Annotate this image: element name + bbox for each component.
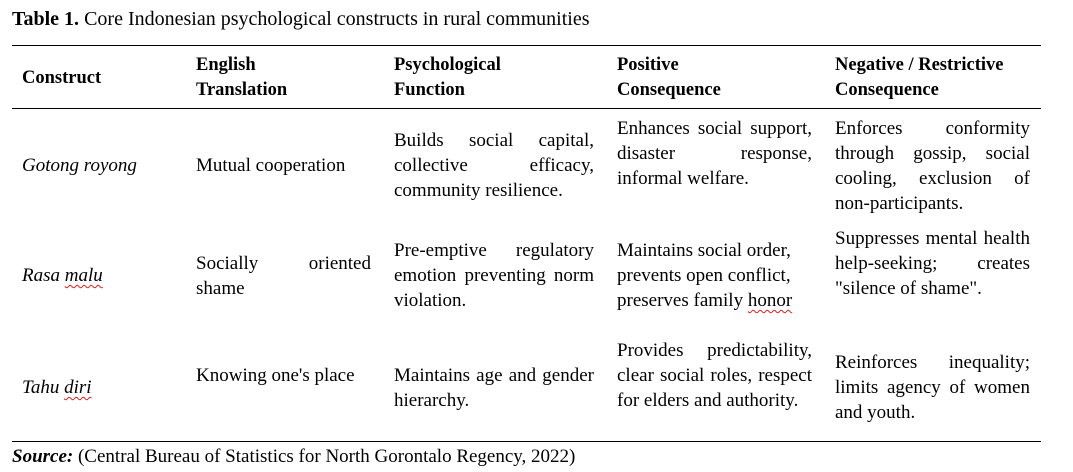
- row2-positive-honor: honor: [747, 290, 793, 311]
- header-function-line1: Psychological: [394, 55, 501, 75]
- header-english-line1: English: [196, 55, 256, 75]
- header-negative-consequence: [835, 53, 1030, 103]
- row2-construct-word1: Rasa: [22, 265, 65, 286]
- row3-english: Knowing one's place: [196, 365, 355, 386]
- table-top-rule: [12, 45, 1041, 46]
- header-function-line2: Function: [394, 80, 465, 100]
- row3-construct-word2: diri: [64, 377, 92, 398]
- header-positive-line1: Positive: [617, 55, 679, 75]
- row2-construct: [22, 263, 180, 288]
- row2-positive-text: Maintains social order, prevents open conflict, preserves family: [617, 240, 791, 311]
- source-text: (Central Bureau of Statistics for North Gorontalo Regency, 2022): [73, 446, 576, 467]
- row3-construct: [22, 375, 180, 400]
- row1-function: Builds social capital, collective efficacy, community resilience.: [394, 130, 594, 201]
- header-positive-line2: Consequence: [617, 80, 721, 100]
- table-caption: [12, 6, 590, 32]
- row3-negative: Reinforces inequality; limits agency of women and youth.: [835, 352, 1030, 423]
- row1-positive: Enhances social support, disaster response, informal welfare.: [617, 118, 812, 189]
- header-psychological-function: [394, 53, 594, 103]
- row1-construct: Gotong royong: [22, 155, 137, 176]
- row2-positive: [617, 238, 812, 313]
- table-header-rule: [12, 108, 1041, 109]
- table-bottom-rule: [12, 441, 1041, 442]
- source-label: Source:: [12, 446, 74, 467]
- row2-negative: Suppresses mental health help-seeking; creates "silence of shame".: [835, 228, 1030, 299]
- row3-construct-word1: Tahu: [22, 377, 65, 398]
- header-negative-line1: Negative / Restrictive: [835, 55, 1004, 75]
- row3-positive: Provides predictability, clear social roles, respect for elders and authority.: [617, 340, 812, 411]
- row2-construct-word2: malu: [64, 265, 103, 286]
- header-english-line2: Translation: [196, 80, 288, 100]
- header-english-translation: [196, 53, 371, 103]
- row3-function: Maintains age and gender hierarchy.: [394, 365, 594, 411]
- header-positive-consequence: [617, 53, 812, 103]
- row1-english: Mutual cooperation: [196, 155, 346, 176]
- caption-text: Core Indonesian psychological constructs in rural communities: [79, 8, 590, 30]
- header-construct: Construct: [22, 68, 102, 88]
- row1-negative: Enforces conformity through gossip, social cooling, exclusion of non-participants.: [835, 118, 1030, 214]
- row2-function: Pre-emptive regulatory emotion preventing norm violation.: [394, 240, 594, 311]
- row2-english: Socially oriented shame: [196, 253, 371, 299]
- caption-label: Table 1.: [12, 8, 80, 30]
- header-negative-line2: Consequence: [835, 80, 939, 100]
- source-note: [12, 444, 575, 469]
